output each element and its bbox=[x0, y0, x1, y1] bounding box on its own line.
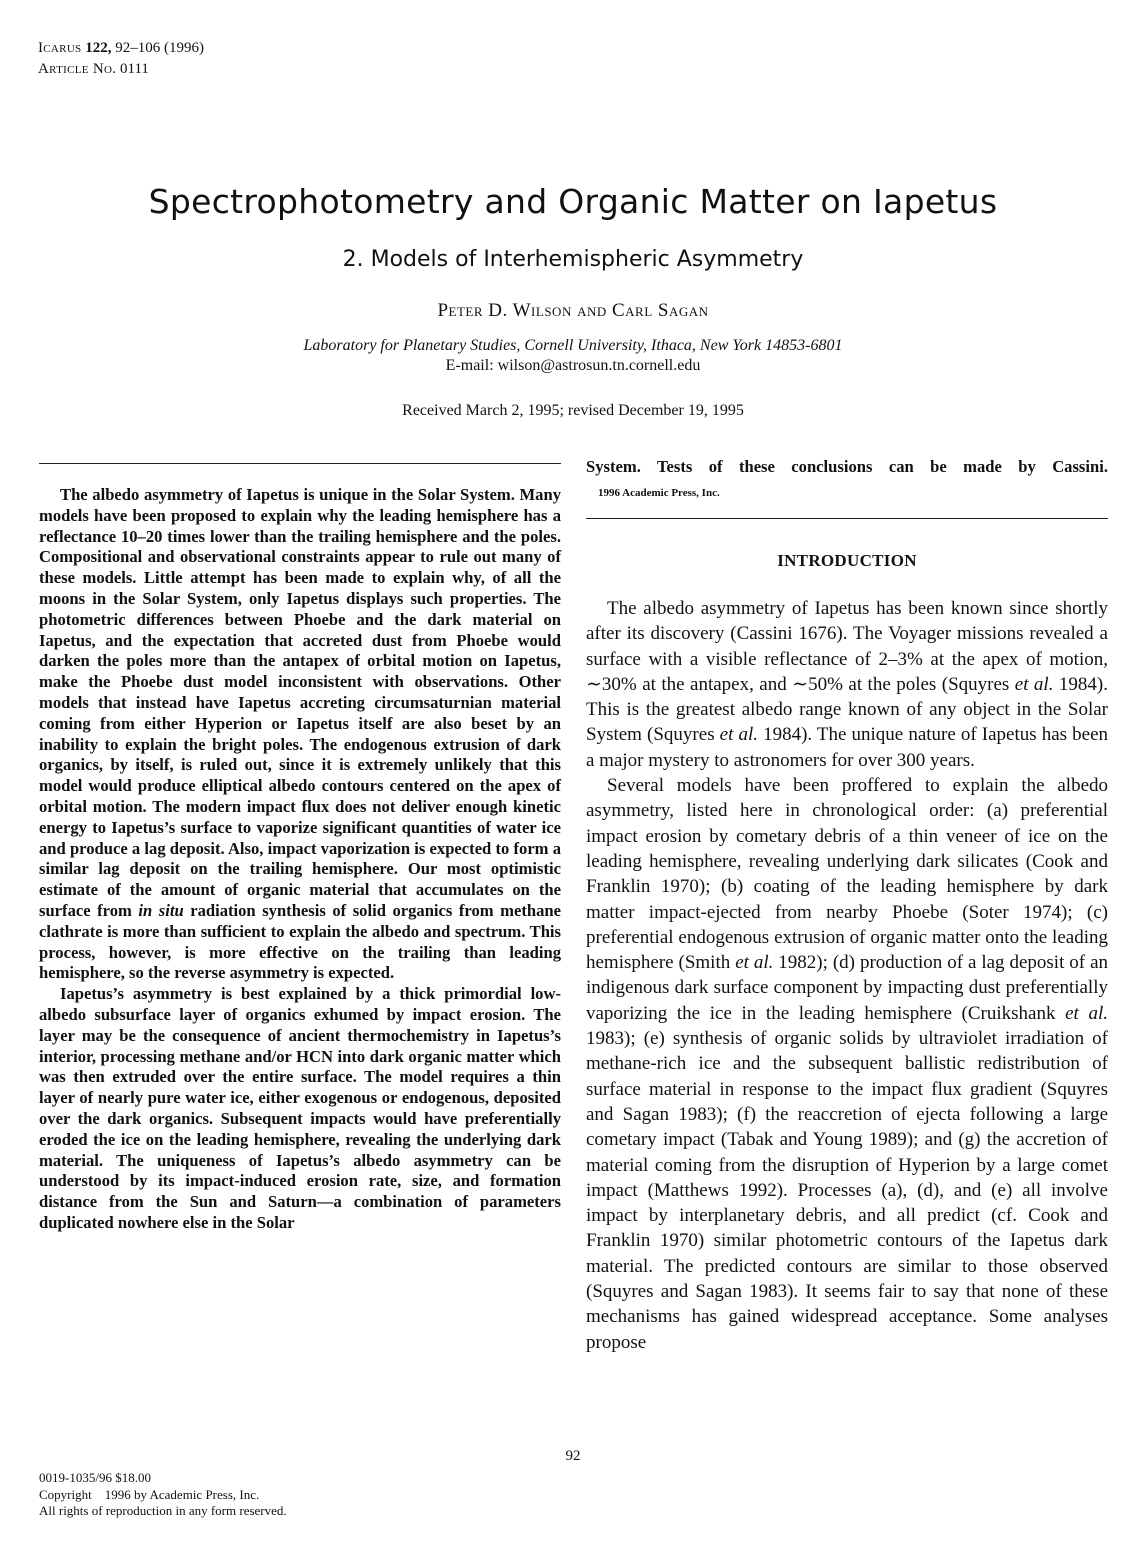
author-email: E-mail: wilson@astrosun.tn.cornell.edu bbox=[445, 357, 701, 374]
body-text: 1983); (e) synthesis of organic solids by ultraviolet irradiation of methane-rich ice and the subsequent ballistic redistribution of surface material in response to the impact flux gradient (Squyres and Sagan 1983); (f) the reaccretion of ejecta following a large cometary impact (Tabak and Young 1989); and (g) the accretion of material coming from the disruption of Hyperion by a large comet impact (Matthews 1992). Processes (a), (d), and (e) all involve impact by interplanetary debris, and all predict (cf. Cook and Franklin 1970) similar photometric contours of the Iapetus dark material. The predicted contours are similar to those observed (Squyres and Sagan 1983). It seems fair to say that none of these mechanisms has gained widespread acceptance. Some analyses propose bbox=[586, 1028, 1108, 1353]
body-italic-text: et al. bbox=[719, 724, 758, 746]
abstract-italic-term: in situ bbox=[138, 900, 184, 920]
footer-copyright-line: Copyright 1996 by Academic Press, Inc. bbox=[39, 1486, 260, 1502]
journal-volume: 122, bbox=[85, 40, 112, 56]
abstract-bottom-rule bbox=[586, 518, 1108, 519]
article-label: Article No. bbox=[38, 61, 117, 77]
journal-name: Icarus bbox=[38, 40, 82, 56]
footer-issn: 0019-1035/96 $18.00 bbox=[39, 1470, 151, 1485]
journal-pages: 92–106 (1996) bbox=[115, 40, 204, 56]
author-list: Peter D. Wilson and Carl Sagan bbox=[437, 300, 709, 321]
body-text: The albedo asymmetry of Iapetus has been known since shortly after its discovery (Cassini 1676). The Voyager missions revealed a surface with a visible reflectance of 2–3% at the apex of motion, ∼30% at the antapex, and ∼50% at the poles (Squyres bbox=[586, 598, 1108, 695]
abstract-continuation: System. Tests of these conclusions can be made by Cassini. bbox=[586, 457, 1108, 476]
article-number-line bbox=[38, 59, 204, 80]
abstract-top-rule bbox=[39, 463, 561, 464]
footer-rights: All rights of reproduction in any form reserved. bbox=[39, 1503, 287, 1518]
paper-subtitle: 2. Models of Interhemispheric Asymmetry bbox=[342, 247, 804, 272]
body-text: 1984). This is the greatest albedo range known of any object in the Solar System (Squyres bbox=[586, 673, 1108, 746]
publisher-notice: 1996 Academic Press, Inc. bbox=[598, 487, 720, 499]
body-text: Several models have been proffered to explain the albedo asymmetry, listed here in chronological order: (a) preferential impact erosion by cometary debris of a thin veneer of ice on the leading hemisphere, revealing underlying dark silicates (Cook and Franklin 1970); (b) coating of the leading hemisphere by dark matter impact-ejected from nearby Phoebe (Soter 1974); (c) preferential endogenous extrusion of organic matter onto the leading hemisphere (Smith bbox=[586, 775, 1108, 974]
received-dates: Received March 2, 1995; revised December 19, 1995 bbox=[402, 402, 744, 419]
section-heading-introduction: INTRODUCTION bbox=[777, 551, 917, 570]
body-text: 1982); (d) production of a lag deposit of an indigenous dark surface component by impacting dust preferentially vaporizing the ice in the leading hemisphere (Cruikshank bbox=[586, 952, 1108, 1024]
abstract-paragraph-1 bbox=[39, 485, 561, 984]
page-number: 92 bbox=[565, 1448, 581, 1464]
body-paragraph-1 bbox=[586, 596, 1108, 773]
body-italic-text: et al. bbox=[1014, 673, 1054, 695]
body-italic-text: et al. bbox=[735, 952, 774, 974]
footer-copyright bbox=[39, 1470, 287, 1520]
journal-header bbox=[38, 38, 204, 80]
journal-citation bbox=[38, 38, 204, 59]
abstract-text: The albedo asymmetry of Iapetus is unique in the Solar System. Many models have been proposed to explain why the leading hemisphere has a reflectance 10–20 times lower than the trailing hemisphere and the poles. Compositional and observational constraints appear to rule out many of these models. Little attempt has been made to explain why, of all the moons in the Solar System, only Iapetus displays such properties. The photometric differences between Phoebe and the dark material on Iapetus, and the expectation that accreted dust from Phoebe would darken the poles more than the antapex of orbital motion on Iapetus, make the Phoebe dust model inconsistent with observations. Other models that instead have Iapetus accreting circumsaturnian material coming from either Hyperion or Iapetus itself are also beset by an inability to explain the bright poles. The endogenous extrusion of dark organics, by itself, is ruled out, since it is extremely unlikely that this model would produce elliptical albedo contours centered on the apex of orbital motion. The modern impact flux does not deliver enough kinetic energy to Iapetus’s surface to vaporize significant quantities of water ice and produce a lag deposit. Also, impact vaporization is expected to form a similar lag deposit on the trailing hemisphere. Our most optimistic estimate of the amount of organic material that accumulates on the surface from bbox=[39, 485, 561, 920]
body-italic-text: et al. bbox=[1065, 1002, 1108, 1024]
body-text: 1984). The unique nature of Iapetus has been a major mystery to astronomers for over 300 years. bbox=[586, 724, 1109, 771]
abstract-text: radiation synthesis of solid organics from methane clathrate is more than sufficient to explain the albedo and spectrum. This process, however, is more effective on the trailing than leading hemisphere, so the reverse asymmetry is expected. bbox=[39, 900, 561, 983]
body-paragraph-2 bbox=[586, 773, 1108, 1355]
paper-title: Spectrophotometry and Organic Matter on Iapetus bbox=[148, 182, 998, 221]
abstract-paragraph-2: Iapetus’s asymmetry is best explained by a thick primordial low-albedo subsurface layer of organics exhumed by impact erosion. The layer may be the consequence of ancient thermochemistry in Iapetus’s interior, processing methane and/or HCN into dark organic matter which was then extruded over the entire surface. The model requires a thin layer of nearly pure water ice, either exogenous or endogenous, deposited over the dark organics. Subsequent impacts would have preferentially eroded the ice on the leading hemisphere, revealing the underlying dark material. The uniqueness of Iapetus’s albedo asymmetry can be understood by its impact-induced erosion rate, size, and formation distance from the Sun and Saturn—a combination of parameters duplicated nowhere else in the Solar bbox=[39, 984, 561, 1232]
introduction-body bbox=[586, 596, 1108, 1355]
abstract bbox=[39, 485, 561, 1234]
article-number: 0111 bbox=[120, 61, 149, 77]
affiliation: Laboratory for Planetary Studies, Cornell University, Ithaca, New York 14853-6801 bbox=[303, 337, 843, 354]
